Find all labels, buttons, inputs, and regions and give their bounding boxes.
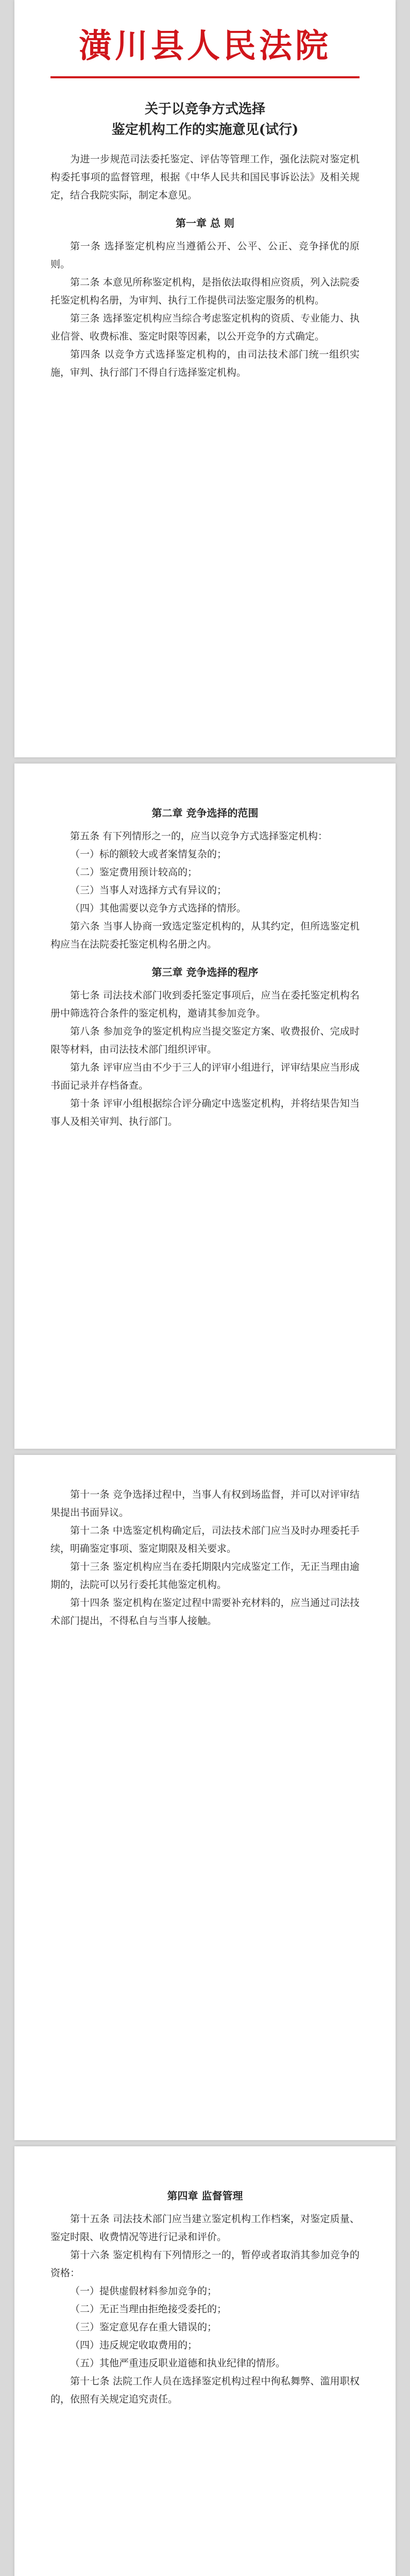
document-page-1 <box>14 0 396 757</box>
article: 第八条 参加竞争的鉴定机构应当提交鉴定方案、收费报价、完成时限等材料，由司法技术部门组织评审。 <box>50 1026 360 1055</box>
masthead: 潢川县人民法院 <box>79 27 331 65</box>
article: 第九条 评审应当由不少于三人的评审小组进行，评审结果应当形成书面记录并存档备查。 <box>50 1062 360 1091</box>
document-page-4 <box>14 2146 396 2576</box>
article: 第二条 本意见所称鉴定机构，是指依法取得相应资质，列入法院委托鉴定机构名册，为审判、执行工作提供司法鉴定服务的机构。 <box>50 277 360 306</box>
article: 第十条 评审小组根据综合评分确定中选鉴定机构，并将结果告知当事人及相关审判、执行部门。 <box>50 1098 360 1127</box>
article-item: （二）鉴定费用预计较高的； <box>70 867 198 878</box>
document-title-line2: 鉴定机构工作的实施意见(试行) <box>111 122 299 138</box>
chapter-heading: 第三章 竞争选择的程序 <box>151 966 259 978</box>
document-page-3 <box>14 1455 396 2140</box>
article-item: （三）当事人对选择方式有异议的； <box>70 885 227 896</box>
article-item: （五）其他严重违反职业道德和执业纪律的情形。 <box>70 2358 286 2369</box>
article: 第十七条 法院工作人员在选择鉴定机构过程中徇私舞弊、滥用职权的，依照有关规定追究责任。 <box>50 2376 360 2405</box>
chapter-heading: 第四章 监督管理 <box>167 2190 243 2202</box>
article-item: （四）违反规定收取费用的； <box>70 2340 198 2351</box>
article: 第十四条 鉴定机构在鉴定过程中需要补充材料的，应当通过司法技术部门提出，不得私自与当事人接触。 <box>50 1597 360 1626</box>
article: 第十一条 竞争选择过程中，当事人有权到场监督，并可以对评审结果提出书面异议。 <box>50 1489 360 1518</box>
article: 第十五条 司法技术部门应当建立鉴定机构工作档案，对鉴定质量、鉴定时限、收费情况等进行记录和评价。 <box>50 2213 360 2243</box>
article-item: （三）鉴定意见存在重大错误的； <box>70 2321 217 2333</box>
article: 第五条 有下列情形之一的，应当以竞争方式选择鉴定机构： <box>70 831 328 842</box>
article: 第十二条 中选鉴定机构确定后，司法技术部门应当及时办理委托手续，明确鉴定事项、鉴定期限及相关要求。 <box>50 1525 360 1554</box>
red-rule <box>50 76 360 78</box>
article-item: （一）标的额较大或者案情复杂的； <box>70 849 227 860</box>
chapter-heading: 第二章 竞争选择的范围 <box>151 807 259 819</box>
article-item: （一）提供虚假材料参加竞争的； <box>70 2285 217 2297</box>
article: 第十三条 鉴定机构应当在委托期限内完成鉴定工作，无正当理由逾期的，法院可以另行委托其他鉴定机构。 <box>50 1561 360 1590</box>
article-item: （二）无正当理由拒绝接受委托的； <box>70 2303 227 2315</box>
article: 第十六条 鉴定机构有下列情形之一的，暂停或者取消其参加竞争的资格： <box>50 2249 360 2279</box>
article: 第三条 选择鉴定机构应当综合考虑鉴定机构的资质、专业能力、执业信誉、收费标准、鉴定时限等因素，以公开竞争的方式确定。 <box>50 313 360 342</box>
article-item: （四）其他需要以竞争方式选择的情形。 <box>70 903 247 914</box>
document-title-line1: 关于以竞争方式选择 <box>144 101 265 117</box>
preamble: 为进一步规范司法委托鉴定、评估等管理工作，强化法院对鉴定机构委托事项的监督管理，根据《中华人民共和国民事诉讼法》及相关规定，结合我院实际，制定本意见。 <box>50 154 360 201</box>
document-page-2 <box>14 764 396 1449</box>
article: 第七条 司法技术部门收到委托鉴定事项后，应当在委托鉴定机构名册中筛选符合条件的鉴定机构，邀请其参加竞争。 <box>50 990 360 1019</box>
article: 第六条 当事人协商一致选定鉴定机构的，从其约定，但所选鉴定机构应当在法院委托鉴定机构名册之内。 <box>50 921 360 950</box>
article: 第四条 以竞争方式选择鉴定机构的，由司法技术部门统一组织实施，审判、执行部门不得自行选择鉴定机构。 <box>50 349 360 378</box>
article: 第一条 选择鉴定机构应当遵循公开、公平、公正、竞争择优的原则。 <box>50 241 360 270</box>
chapter-heading: 第一章 总 则 <box>176 217 234 229</box>
